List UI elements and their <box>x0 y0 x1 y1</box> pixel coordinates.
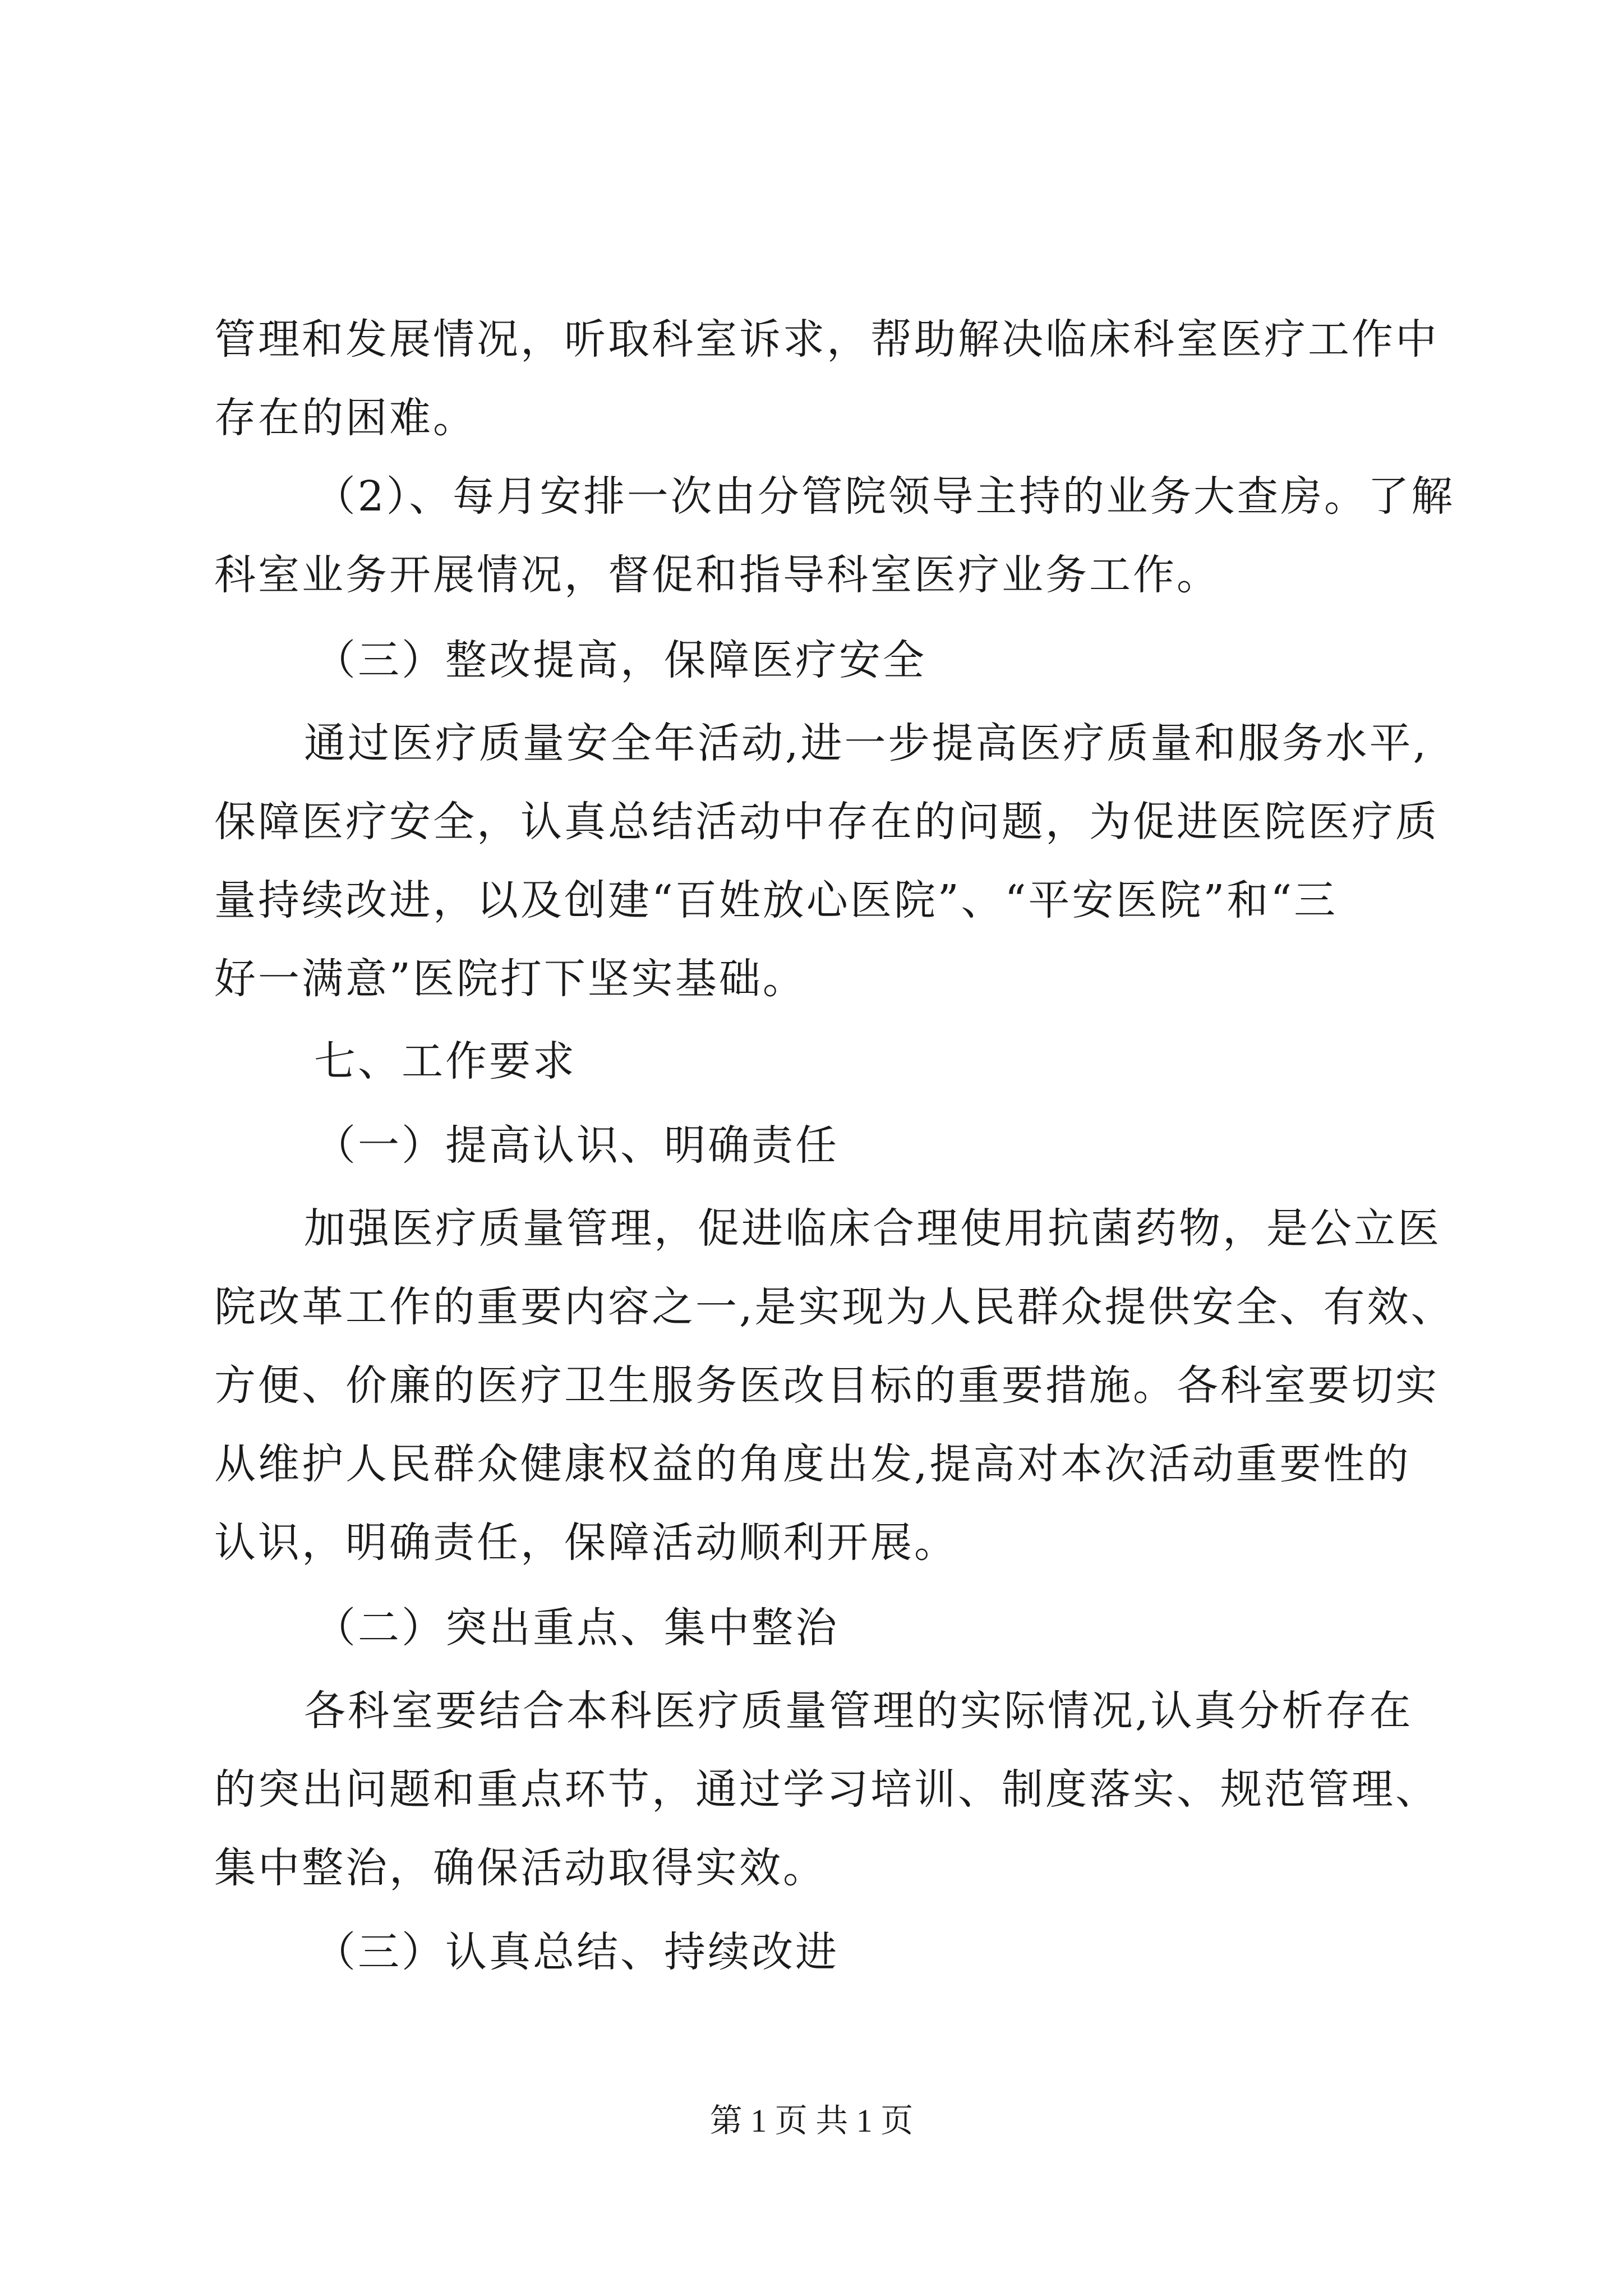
body-line-14: 方便、价廉的医疗卫生服务医改目标的重要措施。各科室要切实 <box>214 1361 1439 1410</box>
subheading-2: （二）突出重点、集中整治 <box>314 1604 839 1652</box>
body-line-18: 各科室要结合本科医疗质量管理的实际情况,认真分析存在 <box>304 1687 1413 1735</box>
body-line-20: 集中整治，确保活动取得实效。 <box>214 1844 827 1892</box>
body-line-9: 好一满意”医院打下坚实基础。 <box>214 955 806 1003</box>
body-line-1: 管理和发展情况，听取科室诉求，帮助解决临床科室医疗工作中 <box>214 315 1439 364</box>
body-line-15: 从维护人民群众健康权益的角度出发,提高对本次活动重要性的 <box>214 1440 1411 1488</box>
body-line-6: 通过医疗质量安全年活动,进一步提高医疗质量和服务水平, <box>304 719 1429 767</box>
subheading-1: （一）提高认识、明确责任 <box>314 1121 839 1170</box>
page-footer: 第 1 页 共 1 页 <box>709 2102 914 2139</box>
body-line-19: 的突出问题和重点环节，通过学习培训、制度落实、规范管理、 <box>214 1765 1439 1814</box>
body-line-12: 加强医疗质量管理，促进临床合理使用抗菌药物，是公立医 <box>304 1204 1441 1253</box>
subheading-3: （三）认真总结、持续改进 <box>314 1928 839 1976</box>
body-line-3: （2）、每月安排一次由分管院领导主持的业务大查房。了解 <box>314 472 1455 521</box>
body-line-4: 科室业务开展情况，督促和指导科室医疗业务工作。 <box>214 551 1220 599</box>
section-heading-3: （三）整改提高，保障医疗安全 <box>314 636 926 684</box>
body-line-7: 保障医疗安全，认真总结活动中存在的问题，为促进医院医疗质 <box>214 798 1439 846</box>
body-line-8: 量持续改进，以及创建“百姓放心医院”、“平安医院”和“三 <box>214 876 1338 924</box>
section-heading-7: 七、工作要求 <box>314 1037 577 1085</box>
body-line-16: 认识，明确责任，保障活动顺利开展。 <box>214 1519 958 1567</box>
body-line-2: 存在的困难。 <box>214 394 477 442</box>
body-line-13: 院改革工作的重要内容之一,是实现为人民群众提供安全、有效、 <box>214 1283 1455 1331</box>
